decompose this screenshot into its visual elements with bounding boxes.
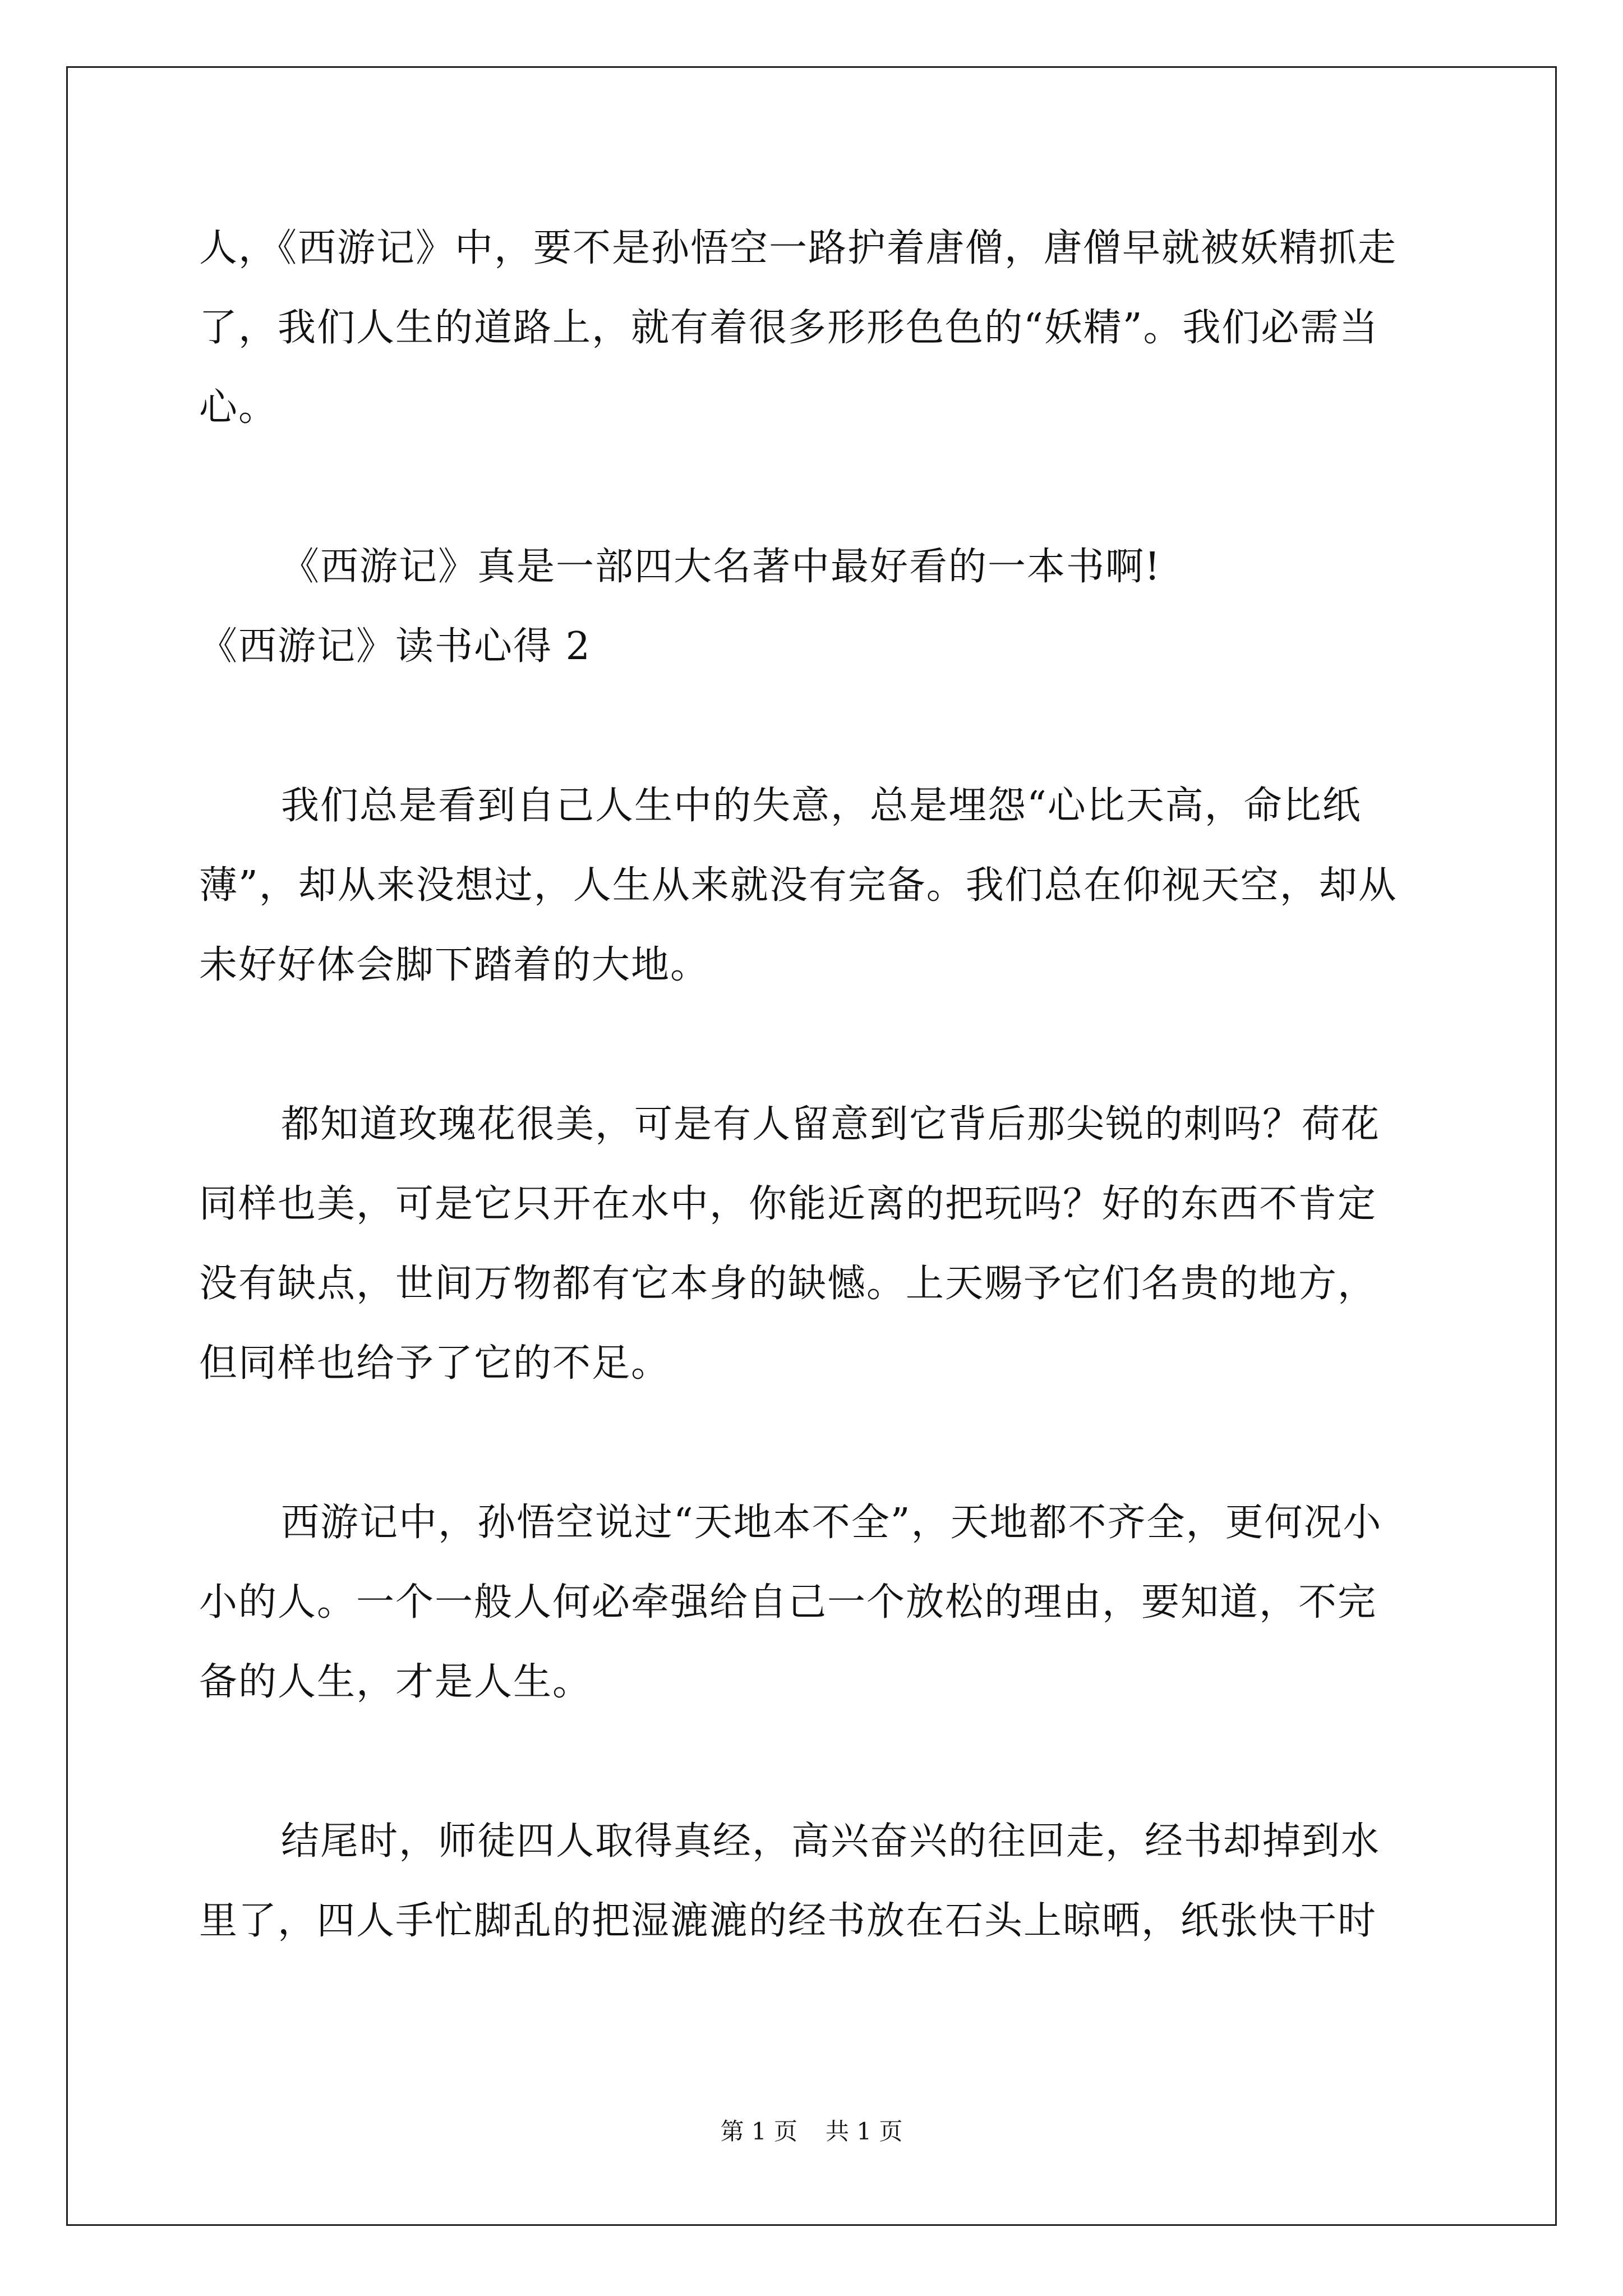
paragraph-line: 但同样也给予了它的不足。: [199, 1341, 671, 1386]
paragraph-line: 未好好体会脚下踏着的大地。: [199, 943, 710, 987]
page-number: 第 1 页: [720, 2118, 797, 2145]
paragraph-line: 西游记中，孙悟空说过“天地本不全”，天地都不齐全，更何况小: [281, 1501, 1382, 1545]
paragraph-line: 没有缺点，世间万物都有它本身的缺憾。上天赐予它们名贵的地方，: [199, 1262, 1377, 1306]
paragraph-line: 里了，四人手忙脚乱的把湿漉漉的经书放在石头上晾晒，纸张快干时: [199, 1899, 1377, 1943]
paragraph-line: 备的人生，才是人生。: [199, 1660, 592, 1704]
paragraph-line: 心。: [199, 385, 278, 430]
page-total: 共 1 页: [826, 2118, 903, 2145]
page-footer: [0, 2115, 1623, 2148]
paragraph-line: 小的人。一个一般人何必牵强给自己一个放松的理由，要知道，不完: [199, 1580, 1377, 1625]
paragraph-line: 薄”，却从来没想过，人生从来就没有完备。我们总在仰视天空，却从: [199, 863, 1398, 908]
section-heading: 《西游记》读书心得 2: [199, 624, 591, 669]
paragraph-line: 结尾时，师徒四人取得真经，高兴奋兴的往回走，经书却掉到水: [281, 1819, 1381, 1864]
paragraph-line: 同样也美，可是它只开在水中，你能近离的把玩吗？好的东西不肯定: [199, 1182, 1377, 1226]
paragraph-line: 《西游记》真是一部四大名著中最好看的一本书啊!: [281, 545, 1161, 589]
paragraph-line: 都知道玫瑰花很美，可是有人留意到它背后那尖锐的刺吗？荷花: [281, 1102, 1381, 1147]
paragraph-line: 我们总是看到自己人生中的失意，总是埋怨“心比天高，命比纸: [281, 784, 1362, 828]
paragraph-line: 了，我们人生的道路上，就有着很多形形色色的“妖精”。我们必需当: [199, 306, 1379, 350]
paragraph-line: 人，《西游记》中，要不是孙悟空一路护着唐僧，唐僧早就被妖精抓走: [199, 226, 1398, 270]
document-body: [199, 209, 1427, 1961]
